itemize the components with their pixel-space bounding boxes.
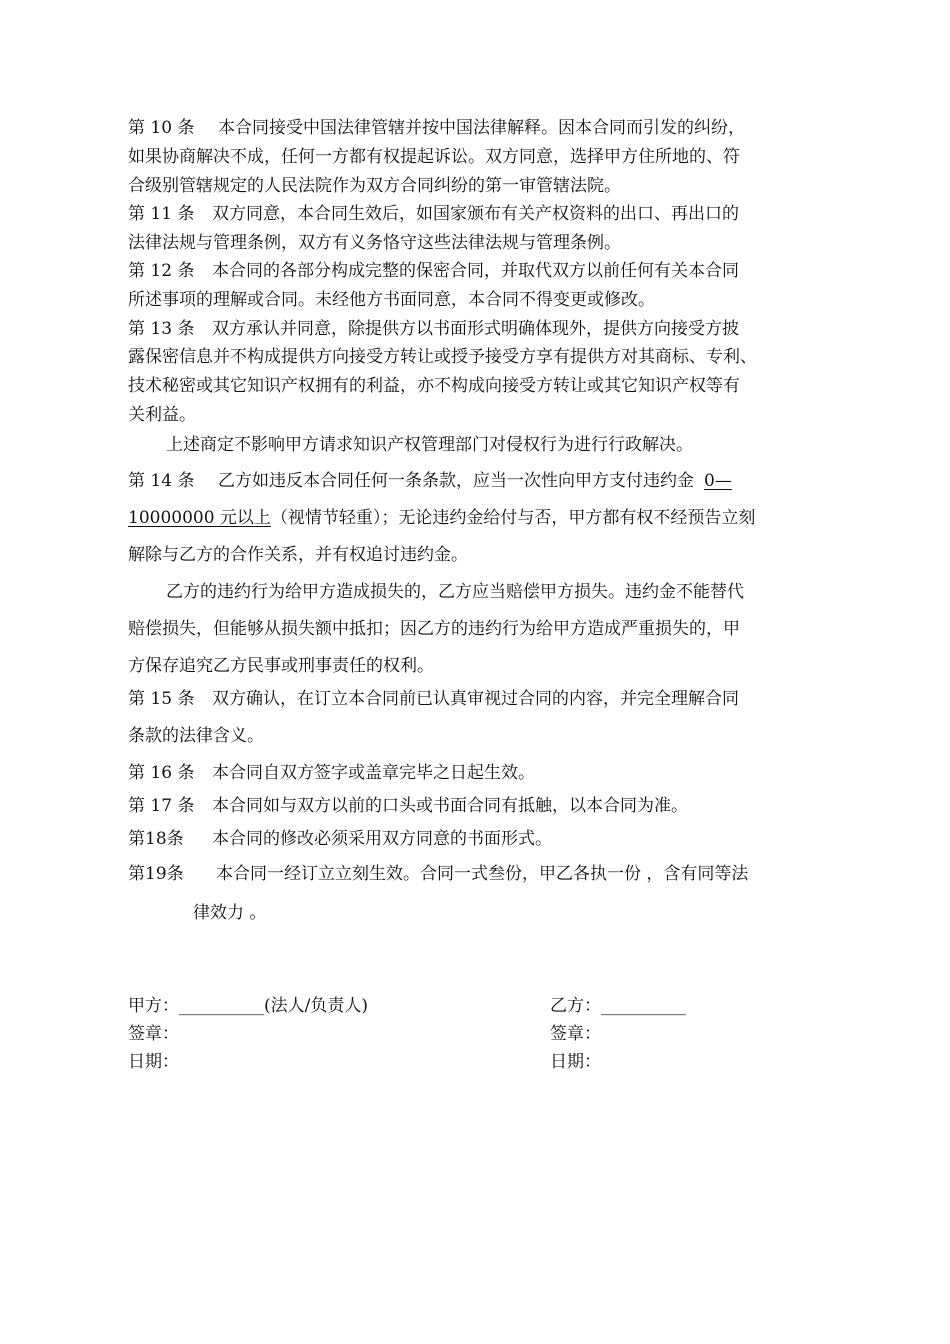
article-12-number: 第 12 条: [128, 261, 195, 281]
article-13-line-4: 关利益。: [128, 405, 196, 425]
article-14-text-1: 乙方如违反本合同任何一条条款，应当一次性向甲方支付违约金: [218, 471, 694, 491]
party-a-blank: __________: [179, 996, 264, 1016]
article-14-paragraph-2-line-3: 方保存追究乙方民事或刑事责任的权利。: [128, 656, 434, 676]
article-16-line-1: [128, 763, 535, 783]
article-17-number: 第 17 条: [128, 796, 195, 816]
article-11-text-1: 双方同意，本合同生效后，如国家颁布有关产权资料的出口、再出口的: [212, 204, 739, 224]
article-13-number: 第 13 条: [128, 319, 195, 339]
article-14-text-2: （视情节轻重）；无论违约金给付与否，甲方都有权不经预告立刻: [270, 508, 756, 528]
article-13-paragraph-2: 上述商定不影响甲方请求知识产权管理部门对侵权行为进行行政解决。: [166, 435, 693, 455]
article-10-text-1: 本合同接受中国法律管辖并按中国法律解释。因本合同而引发的纠纷，: [218, 118, 745, 138]
article-15-line-2: 条款的法律含义。: [128, 726, 264, 746]
party-b-blank: __________: [601, 996, 686, 1016]
article-18-line-1: [128, 829, 552, 849]
article-19-line-2: 律效力 。: [193, 903, 267, 923]
article-14-line-3: 解除与乙方的合作关系，并有权追讨违约金。: [128, 545, 468, 565]
article-10-line-3: 合级别管辖规定的人民法院作为双方合同纠纷的第一审管辖法院。: [128, 176, 621, 196]
article-10-line-2: 如果协商解决不成，任何一方都有权提起诉讼。双方同意，选择甲方住所地的、符: [128, 147, 740, 167]
party-b-date-label: 日期：: [550, 1052, 601, 1072]
party-a-label: 甲方：: [128, 996, 179, 1016]
party-a-seal-label: 签章：: [128, 1024, 179, 1044]
article-15-text-1: 双方确认，在订立本合同前已认真审视过合同的内容，并完全理解合同: [212, 689, 739, 709]
party-b-line: [550, 996, 686, 1016]
article-13-line-2: 露保密信息并不构成提供方向接受方转让或授予接受方享有提供方对其商标、专利、: [128, 347, 757, 367]
article-19-number: 第19条: [128, 864, 184, 884]
article-19-line-1: [128, 864, 748, 884]
article-13-text-1: 双方承认并同意，除提供方以书面形式明确体现外，提供方向接受方披: [212, 319, 739, 339]
article-14-line-2: [128, 508, 755, 528]
penalty-amount-start: 0—: [704, 471, 732, 491]
article-18-number: 第18条: [128, 829, 184, 849]
article-12-line-2: 所述事项的理解或合同。未经他方书面同意，本合同不得变更或修改。: [128, 290, 655, 310]
article-10-number: 第 10 条: [128, 118, 195, 138]
penalty-amount-end: 10000000 元以上: [128, 508, 271, 528]
article-13-line-3: 技术秘密或其它知识产权拥有的利益，亦不构成向接受方转让或其它知识产权等有: [128, 376, 740, 396]
article-10-line-1: [128, 118, 745, 138]
article-14-line-1: [128, 471, 732, 491]
article-12-text-1: 本合同的各部分构成完整的保密合同，并取代双方以前任何有关本合同: [212, 261, 739, 281]
article-16-text-1: 本合同自双方签字或盖章完毕之日起生效。: [212, 763, 535, 783]
article-18-text-1: 本合同的修改必须采用双方同意的书面形式。: [212, 829, 552, 849]
article-12-line-1: [128, 261, 739, 281]
article-14-paragraph-2-line-1: 乙方的违约行为给甲方造成损失的，乙方应当赔偿甲方损失。违约金不能替代: [166, 582, 744, 602]
article-16-number: 第 16 条: [128, 763, 195, 783]
party-a-line: [128, 996, 368, 1016]
party-b-seal-label: 签章：: [550, 1024, 601, 1044]
article-15-number: 第 15 条: [128, 689, 195, 709]
article-14-number: 第 14 条: [128, 471, 195, 491]
article-11-line-1: [128, 204, 739, 224]
article-11-number: 第 11 条: [128, 204, 195, 224]
article-17-text-1: 本合同如与双方以前的口头或书面合同有抵触，以本合同为准。: [212, 796, 688, 816]
party-b-label: 乙方：: [550, 996, 601, 1016]
article-17-line-1: [128, 796, 688, 816]
article-13-line-1: [128, 319, 739, 339]
party-a-note: (法人/负责人): [264, 996, 368, 1016]
article-19-text-1: 本合同一经订立立刻生效。合同一式叁份，甲乙各执一份 ，含有同等法: [216, 864, 749, 884]
article-15-line-1: [128, 689, 739, 709]
article-14-paragraph-2-line-2: 赔偿损失，但能够从损失额中抵扣；因乙方的违约行为给甲方造成严重损失的，甲: [128, 619, 740, 639]
party-a-date-label: 日期：: [128, 1052, 179, 1072]
article-11-line-2: 法律法规与管理条例，双方有义务恪守这些法律法规与管理条例。: [128, 233, 621, 253]
